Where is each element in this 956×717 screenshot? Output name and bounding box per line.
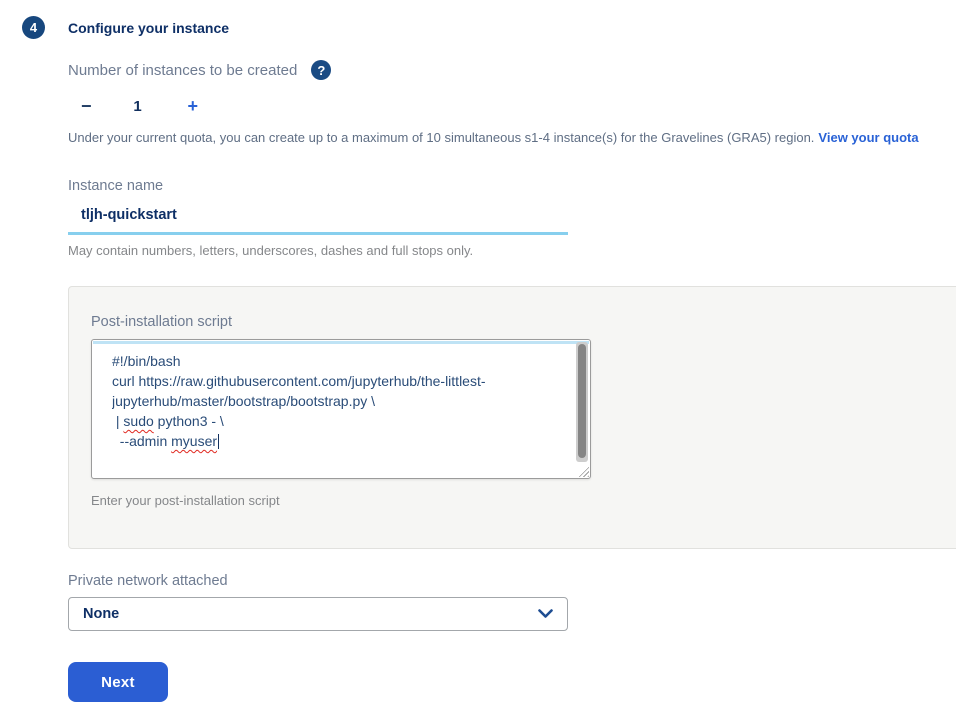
resize-handle-icon[interactable]	[576, 464, 589, 477]
quota-text: Under your current quota, you can create up to a maximum of 10 simultaneous s1-4 instance(s) for the Gravelines (GRA5) region.	[68, 130, 815, 145]
scrollbar-thumb[interactable]	[578, 344, 586, 458]
view-quota-link[interactable]: View your quota	[818, 130, 919, 145]
post-install-helper: Enter your post-installation script	[91, 493, 280, 508]
step-content	[68, 60, 956, 702]
instances-count-field	[68, 60, 956, 80]
section-title: Configure your instance	[68, 19, 230, 36]
instance-count-stepper	[68, 97, 956, 115]
next-button[interactable]: Next	[68, 662, 168, 702]
step-indicator	[22, 16, 45, 39]
text-cursor	[218, 434, 219, 449]
scrollbar[interactable]	[576, 342, 588, 462]
step-number: 4	[29, 20, 38, 35]
post-install-card	[68, 286, 956, 549]
instance-name-input[interactable]	[68, 199, 568, 235]
misspelled-word: myuser	[171, 433, 218, 449]
misspelled-word: sudo	[123, 413, 154, 429]
help-icon[interactable]	[311, 60, 331, 80]
question-mark-glyph: ?	[317, 62, 326, 78]
instance-name-helper: May contain numbers, letters, underscores, dashes and full stops only.	[68, 243, 474, 258]
script-curl-command: curl https://raw.githubusercontent.com/jupyterhub/the-littlest-jupyterhub/master/bootstrap/bootstrap.py \	[112, 373, 486, 409]
private-network-select[interactable]	[68, 597, 568, 631]
selected-option: None	[83, 606, 120, 622]
instance-name-label: Instance name	[68, 178, 164, 194]
decrease-count-button[interactable]: −	[81, 96, 92, 116]
instance-count-input[interactable]: 1	[133, 97, 142, 115]
quota-note	[68, 130, 956, 145]
textarea-focus-highlight	[93, 341, 589, 344]
private-network-label: Private network attached	[68, 573, 228, 589]
step-header	[0, 0, 956, 39]
chevron-down-icon	[538, 609, 553, 619]
post-install-label: Post-installation script	[91, 314, 233, 330]
script-text[interactable]	[112, 351, 566, 472]
script-line	[112, 371, 566, 411]
post-install-script-textarea[interactable]	[91, 339, 591, 479]
script-line: --admin myuser	[112, 433, 218, 449]
script-line	[112, 351, 566, 371]
script-line: | sudo python3 - \	[112, 413, 224, 429]
increase-count-button[interactable]: +	[187, 96, 199, 116]
script-shebang: #!/bin/bash	[112, 353, 181, 369]
instances-count-label: Number of instances to be created	[68, 61, 298, 79]
